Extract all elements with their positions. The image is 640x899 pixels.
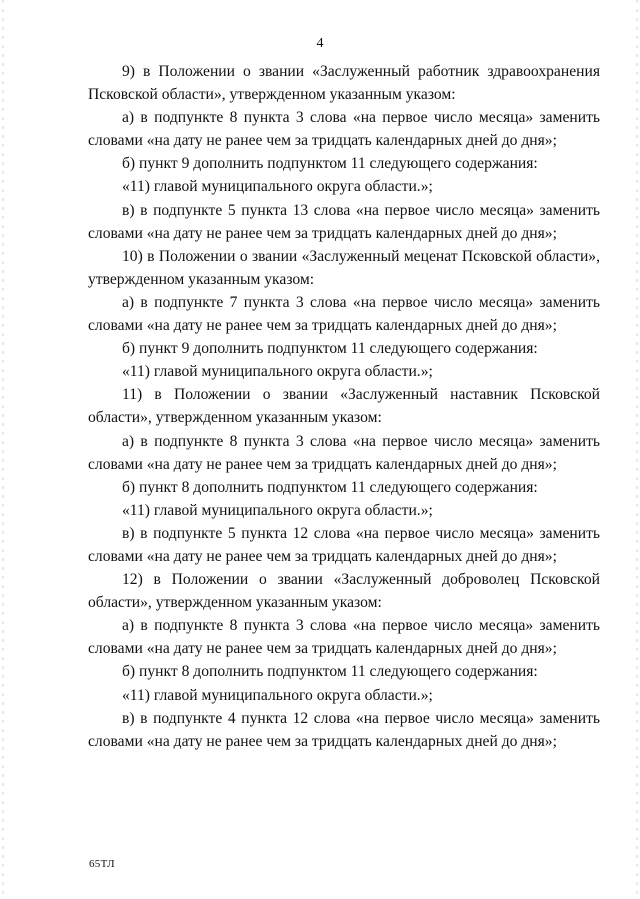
paragraph-11-a: а) в подпункте 8 пункта 3 слова «на первое число месяца» заменить словами «на дату не ранее чем за тридцать календарных дней до дня»; (88, 432, 600, 473)
scan-edge-right (636, 0, 638, 899)
paragraph-10-b-quote: «11) главой муниципального округа области.»; (122, 363, 433, 381)
page-number: 4 (316, 36, 324, 51)
paragraph-9-b-quote: «11) главой муниципального округа области.»; (122, 178, 433, 196)
paragraph-9-b: б) пункт 9 дополнить подпунктом 11 следующего содержания: (122, 155, 538, 173)
paragraph-12-a: а) в подпункте 8 пункта 3 слова «на первое число месяца» заменить словами «на дату не ранее чем за тридцать календарных дней до дня»; (88, 617, 600, 658)
paragraph-11-v: в) в подпункте 5 пункта 12 слова «на первое число месяца» заменить словами «на дату не ранее чем за тридцать календарных дней до дня»; (88, 524, 600, 565)
paragraph-9-a: а) в подпункте 8 пункта 3 слова «на первое число месяца» заменить словами «на дату не ранее чем за тридцать календарных дней до дня»; (88, 109, 600, 150)
paragraph-12-b-quote: «11) главой муниципального округа области.»; (122, 686, 433, 704)
scan-edge-left (2, 0, 4, 899)
paragraph-12-b: б) пункт 8 дополнить подпунктом 11 следующего содержания: (122, 663, 538, 681)
document-code: 65ТЛ (89, 858, 115, 870)
paragraph-9-v: в) в подпункте 5 пункта 13 слова «на первое число месяца» заменить словами «на дату не ранее чем за тридцать календарных дней до дня»; (88, 201, 600, 242)
paragraph-10-a: а) в подпункте 7 пункта 3 слова «на первое число месяца» заменить словами «на дату не ранее чем за тридцать календарных дней до дня»; (88, 293, 600, 335)
paragraph-11-heading: 11) в Положении о звании «Заслуженный наставник Псковской области», утвержденном указанным указом: (88, 386, 600, 427)
paragraph-12-heading: 12) в Положении о звании «Заслуженный доброволец Псковской области», утвержденном указанным указом: (88, 571, 600, 612)
paragraph-12-v: в) в подпункте 4 пункта 12 слова «на первое число месяца» заменить словами «на дату не ранее чем за тридцать календарных дней до дня»; (88, 709, 600, 750)
paragraph-9-heading: 9) в Положении о звании «Заслуженный работник здравоохранения Псковской области», утвержденном указанным указом: (88, 63, 600, 104)
paragraph-11-b-quote: «11) главой муниципального округа области.»; (122, 501, 433, 519)
paragraph-10-b: б) пункт 9 дополнить подпунктом 11 следующего содержания: (122, 340, 538, 358)
paragraph-11-b: б) пункт 8 дополнить подпунктом 11 следующего содержания: (122, 478, 538, 496)
paragraph-10-heading: 10) в Положении о звании «Заслуженный меценат Псковской области», утвержденном указанным указом: (88, 247, 600, 288)
document-body (88, 60, 600, 753)
